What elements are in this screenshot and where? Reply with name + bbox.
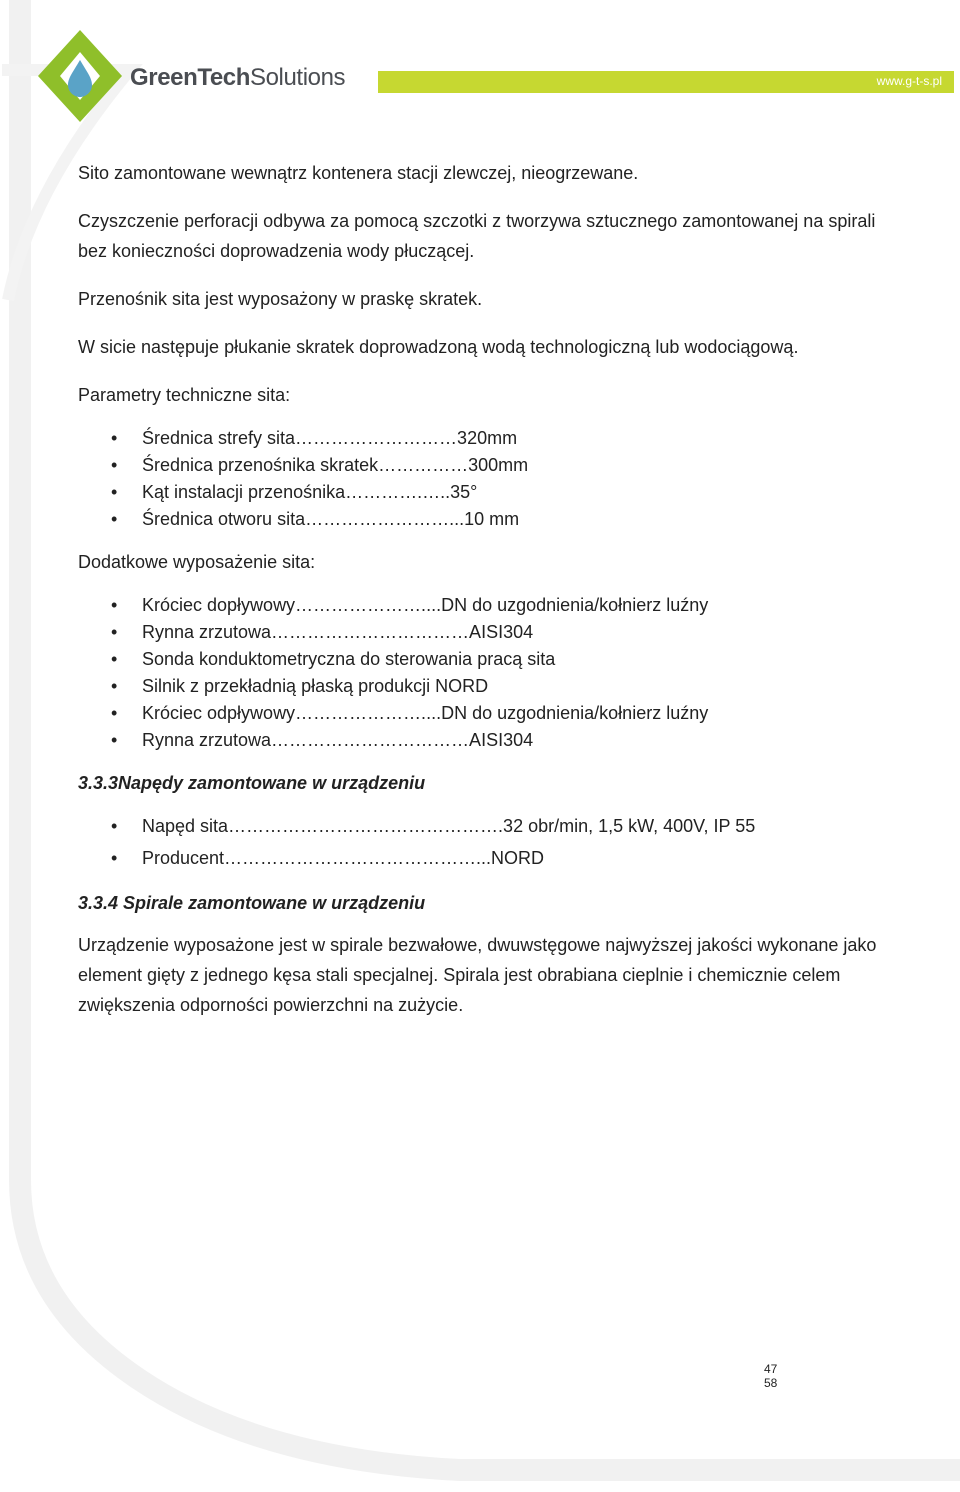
bullet-icon: • [111,848,118,868]
paragraph-sieve-location: Sito zamontowane wewnątrz kontenera stacji zlewczej, nieogrzewane. [78,163,639,183]
paragraph-spirals: Urządzenie wyposażone jest w spirale bezwałowe, dwuwstęgowe najwyższej jakości wykonane jako element gięty z jednego kęsa stali specjalnej. Spirala jest obrabiana cieplnie i chemicznie celem zwiększenia odporności powierzchni na zużycie. [78,935,877,1015]
website-url: www.g-t-s.pl [876,74,942,88]
list-item: • Króciec odpływowy…………………....DN do uzgodnienia/kołnierz luźny [78,700,898,727]
extra-equipment-heading: Dodatkowe wyposażenie sita: [78,552,316,572]
paragraph-press: Przenośnik sita jest wyposażony w praskę skratek. [78,289,483,309]
list-item: • Producent……………………………………...NORD [78,842,898,874]
list-item: • Rynna zrzutowa……………………………AISI304 [78,727,898,754]
bullet-icon: • [111,595,118,615]
params-heading: Parametry techniczne sita: [78,385,291,405]
list-item: • Sonda konduktometryczna do sterowania pracą sita [78,646,898,673]
header [0,0,960,130]
brand-name [130,64,345,92]
page-number-total: 58 [764,1376,778,1390]
list-item: • Średnica strefy sita………………………320mm [78,425,898,452]
bullet-icon: • [111,649,118,669]
paragraph-cleaning: Czyszczenie perforacji odbywa za pomocą szczotki z tworzywa sztucznego zamontowanej na spirali bez konieczności doprowadzenia wody płuczącej. [78,211,876,261]
list-item: • Napęd sita……………………………………….32 obr/min, 1,5 kW, 400V, IP 55 [78,810,898,842]
drives-list [78,810,898,874]
list-item: • Kąt instalacji przenośnika………….…..35° [78,479,898,506]
bullet-icon: • [111,482,118,502]
bullet-icon: • [111,676,118,696]
bullet-icon: • [111,703,118,723]
page-number [764,1362,777,1390]
section-heading-spirals: 3.3.4 Spirale zamontowane w urządzeniu [78,893,426,913]
header-green-bar [378,71,954,93]
bullet-icon: • [111,816,118,836]
list-item: • Króciec dopływowy…………………....DN do uzgodnienia/kołnierz luźny [78,592,898,619]
page-number-current: 47 [764,1362,778,1376]
extra-equipment-list [78,592,898,754]
bullet-icon: • [111,428,118,448]
list-item: • Silnik z przekładnią płaską produkcji NORD [78,673,898,700]
list-item: • Średnica otworu sita……………………...10 mm [78,506,898,533]
bullet-icon: • [111,509,118,529]
bullet-icon: • [111,730,118,750]
list-item: • Rynna zrzutowa……………………………AISI304 [78,619,898,646]
brand-name-bold: GreenTech [130,64,250,91]
bullet-icon: • [111,622,118,642]
document-body [78,158,898,1038]
section-heading-drives: 3.3.3Napędy zamontowane w urządzeniu [78,773,426,793]
bullet-icon: • [111,455,118,475]
paragraph-rinsing: W sicie następuje płukanie skratek doprowadzoną wodą technologiczną lub wodociągową. [78,337,799,357]
list-item: • Średnica przenośnika skratek……………300mm [78,452,898,479]
brand-name-light: Solutions [250,64,346,91]
params-list [78,425,898,533]
greentech-logo-icon [30,28,130,128]
